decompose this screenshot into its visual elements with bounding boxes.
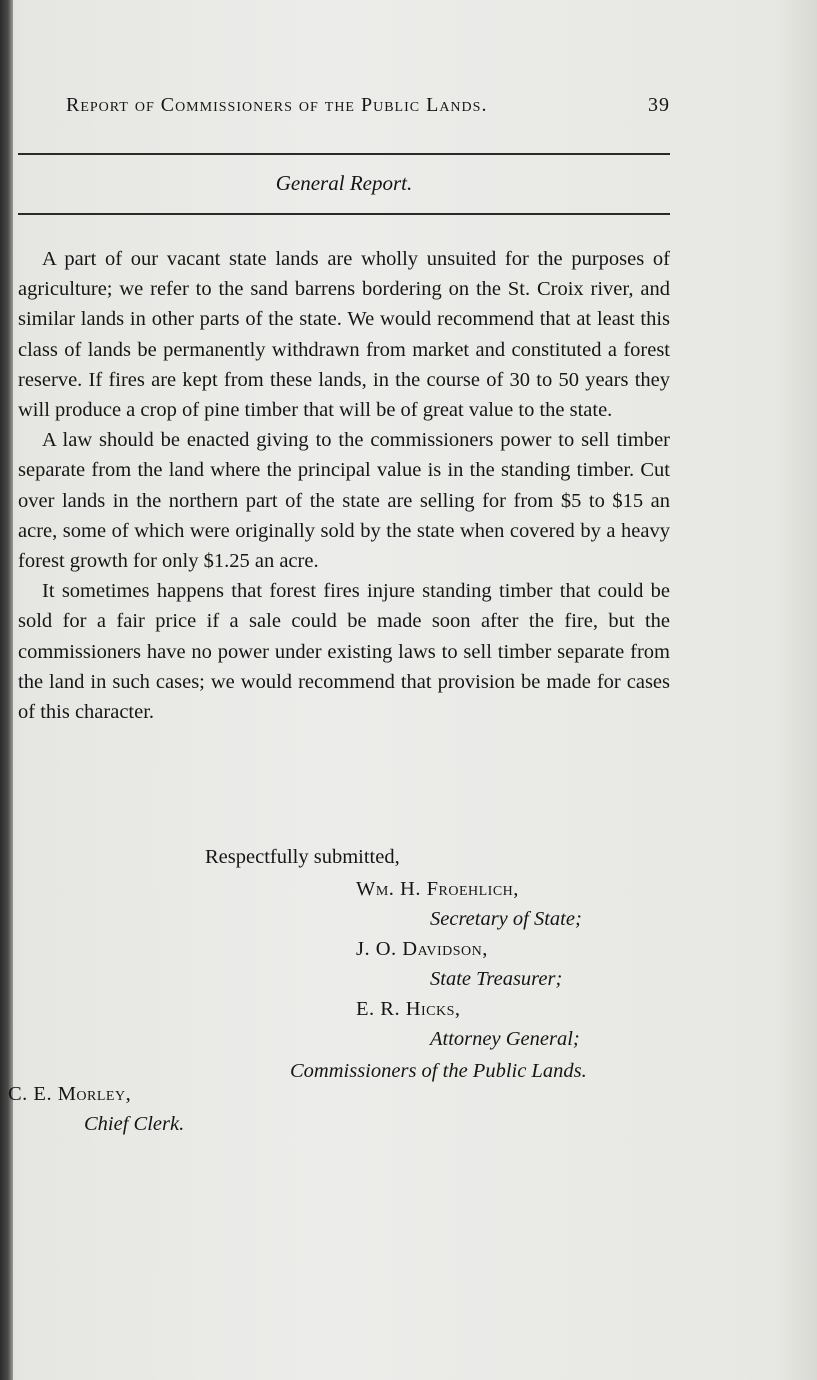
book-spine-shadow	[0, 0, 13, 1380]
paragraph-2: A law should be enacted giving to the commissioners power to sell timber separate from the land where the principal value is in the standing timber. Cut over lands in the northern part of the state are selling for from $5 to $15 an acre, some of which were originally sold by the state when covered by a heavy forest growth for only $1.25 an acre.	[18, 429, 670, 573]
section-title: General Report.	[275, 171, 413, 195]
paragraph-1: A part of our vacant state lands are wholly unsuited for the purposes of agriculture; we refer to the sand barrens bordering on the St. Croix river, and similar lands in other parts of the state. We would recommend that at least this class of lands be permanently withdrawn from market and constituted a forest reserve. If fires are kept from these lands, in the course of 30 to 50 years they will produce a crop of pine timber that will be of great value to the state.	[18, 248, 670, 422]
signatory-name-2: J. O. Davidson,	[356, 938, 488, 960]
running-header	[66, 94, 670, 117]
running-title: Report of Commissioners of the Public Lands.	[66, 94, 488, 116]
header-rule-top	[18, 153, 670, 155]
closing-line: Respectfully submitted,	[205, 846, 400, 868]
signatory-title-3: Attorney General;	[430, 1028, 580, 1050]
signatory-name-1: Wm. H. Froehlich,	[356, 878, 519, 900]
report-body	[18, 244, 670, 727]
clerk-name: C. E. Morley,	[8, 1083, 132, 1105]
clerk-title: Chief Clerk.	[84, 1113, 185, 1135]
signatory-title-1: Secretary of State;	[430, 908, 582, 930]
paragraph-3: It sometimes happens that forest fires injure standing timber that could be sold for a fair price if a sale could be made soon after the fire, but the commissioners have no power under existing laws to sell timber separate from the land in such cases; we would recommend that provision be made for cases of this character.	[18, 580, 670, 724]
commissioners-title: Commissioners of the Public Lands.	[290, 1060, 587, 1082]
signatory-title-2: State Treasurer;	[430, 968, 563, 990]
signatory-name-3: E. R. Hicks,	[356, 998, 461, 1020]
page-number: 39	[648, 94, 670, 116]
header-rule-bottom	[18, 213, 670, 215]
